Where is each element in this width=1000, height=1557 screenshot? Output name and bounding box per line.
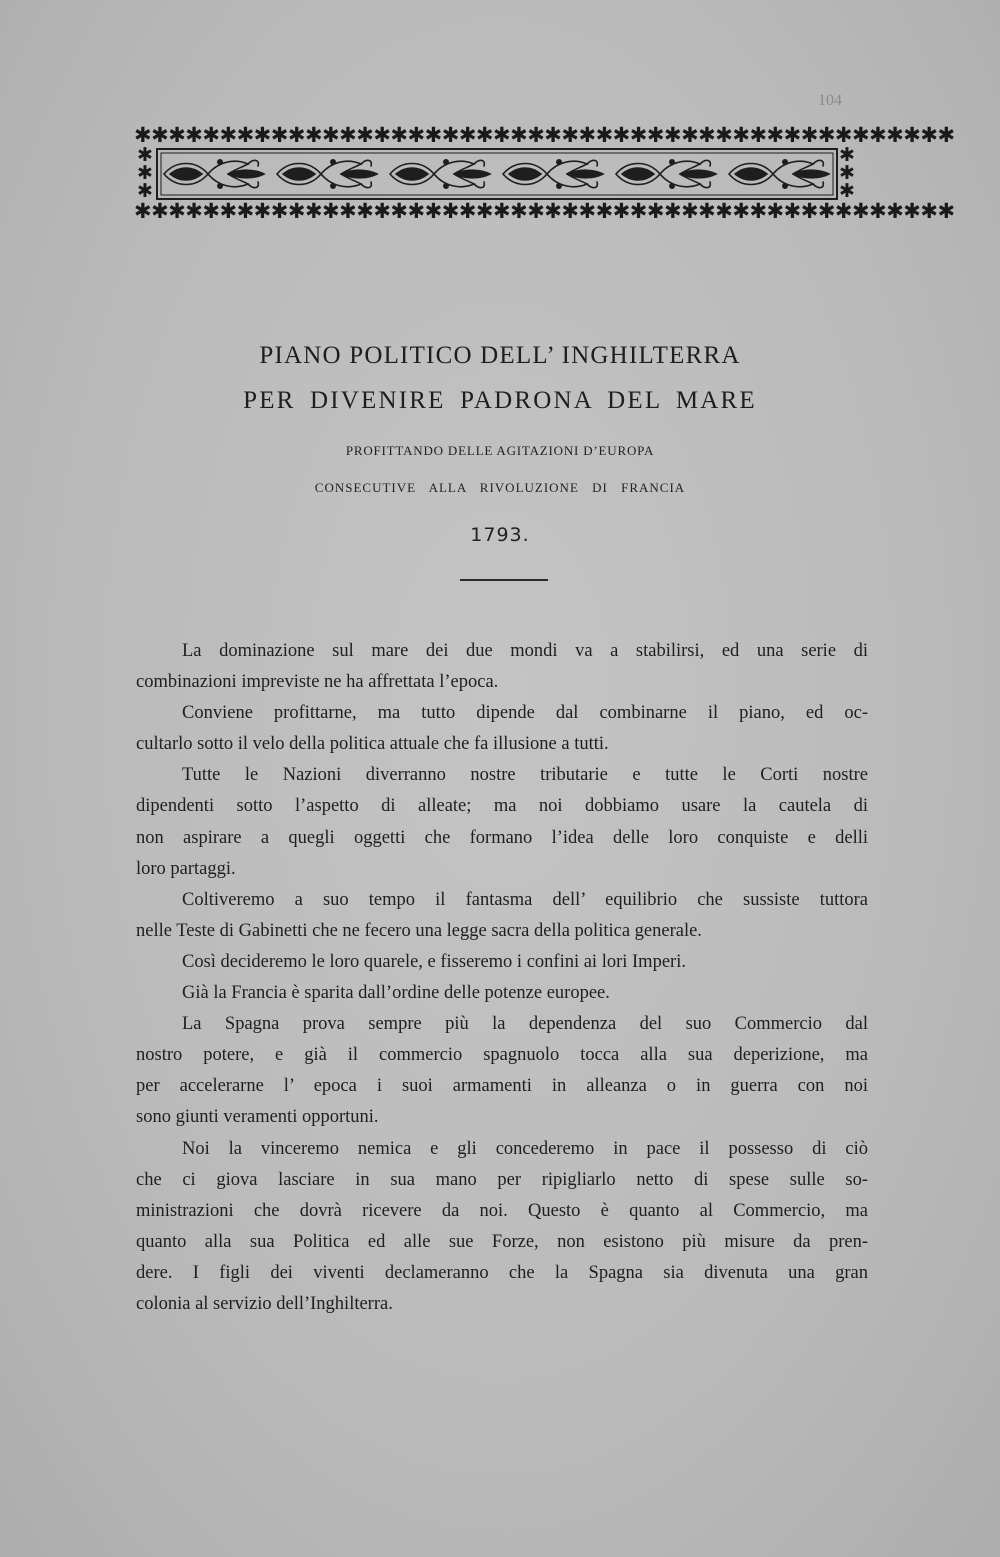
body-text-line: colonia al servizio dell’Inghilterra. <box>136 1293 393 1314</box>
title-line-1: PIANO POLITICO DELL’ INGHILTERRA <box>259 342 741 369</box>
subtitle-line-2: CONSECUTIVE ALLA RIVOLUZIONE DI FRANCIA <box>314 480 686 495</box>
body-text-line: combinazioni impreviste ne ha affrettata l’epoca. <box>136 672 499 693</box>
body-text-line: Così decideremo le loro quarele, e fisseremo i confini ai lori Imperi. <box>182 951 686 972</box>
body-text-line: dipendenti sotto l’aspetto di alleate; ma noi dobbiamo usare la cautela di <box>136 796 868 817</box>
decorative-header-ornament <box>134 123 955 224</box>
body-text-line: Noi la vinceremo nemica e gli concederemo in pace il possesso di ciò <box>182 1138 868 1159</box>
body-text-line: nelle Teste di Gabinetti che ne fecero una legge sacra della politica generale. <box>136 920 702 941</box>
section-divider-rule <box>460 579 548 581</box>
body-text-line: cultarlo sotto il velo della politica attuale che fa illusione a tutti. <box>136 734 609 755</box>
body-text-line: Conviene profittarne, ma tutto dipende dal combinarne il piano, ed oc- <box>182 703 868 724</box>
body-text-line: La dominazione sul mare dei due mondi va a stabilirsi, ed una serie di <box>182 641 868 661</box>
body-text-line: quanto alla sua Politica ed alle sue Forze, non esistono più misure da pren- <box>136 1231 868 1252</box>
body-text-line: non aspirare a quegli oggetti che formano l’idea delle loro conquiste e delli <box>136 827 868 848</box>
year-heading: 1793. <box>470 524 530 546</box>
ornament-left-star-column: ✱ ✱ ✱ <box>137 144 153 202</box>
body-text-line: Tutte le Nazioni diverranno nostre tributarie e tutte le Corti nostre <box>182 765 868 786</box>
body-text-line: per accelerarne l’ epoca i suoi armamenti in alleanza o in guerra con noi <box>136 1076 868 1097</box>
body-text-line: Coltiveremo a suo tempo il fantasma dell’ equilibrio che sussiste tuttora <box>182 889 868 910</box>
subtitle-line-1: PROFITTANDO DELLE AGITAZIONI D’EUROPA <box>345 443 655 458</box>
page-number: 104 <box>818 92 842 109</box>
ornament-top-star-row: ✱✱✱✱✱✱✱✱✱✱✱✱✱✱✱✱✱✱✱✱✱✱✱✱✱✱✱✱✱✱✱✱✱✱✱✱✱✱✱✱✱✱✱✱✱✱✱✱ <box>134 123 955 147</box>
body-text-line: loro partaggi. <box>136 858 236 879</box>
body-text-line: sono giunti veramenti opportuni. <box>136 1107 379 1128</box>
body-text-line: dere. I figli dei viventi declameranno che la Spagna sia divenuta una gran <box>136 1262 868 1283</box>
ornament-right-star-column: ✱ ✱ ✱ <box>839 144 855 202</box>
body-text-line: ministrazioni che dovrà ricevere da noi. Questo è quanto al Commercio, ma <box>136 1200 868 1221</box>
ornament-bottom-star-row: ✱✱✱✱✱✱✱✱✱✱✱✱✱✱✱✱✱✱✱✱✱✱✱✱✱✱✱✱✱✱✱✱✱✱✱✱✱✱✱✱✱✱✱✱✱✱✱✱ <box>134 199 955 223</box>
title-line-2: PER DIVENIRE PADRONA DEL MARE <box>243 387 757 414</box>
scroll-ornament-band-icon <box>156 148 838 200</box>
body-text-line: nostro potere, e già il commercio spagnuolo tocca alla sua deperizione, ma <box>136 1045 868 1066</box>
body-text-line: La Spagna prova sempre più la dependenza del suo Commercio dal <box>182 1014 868 1035</box>
body-text-line: Già la Francia è sparita dall’ordine delle potenze europee. <box>182 983 610 1004</box>
body-text <box>136 636 868 1320</box>
body-text-line: che ci giova lasciare in sua mano per ripigliarlo netto di spese sulle so- <box>136 1169 868 1190</box>
